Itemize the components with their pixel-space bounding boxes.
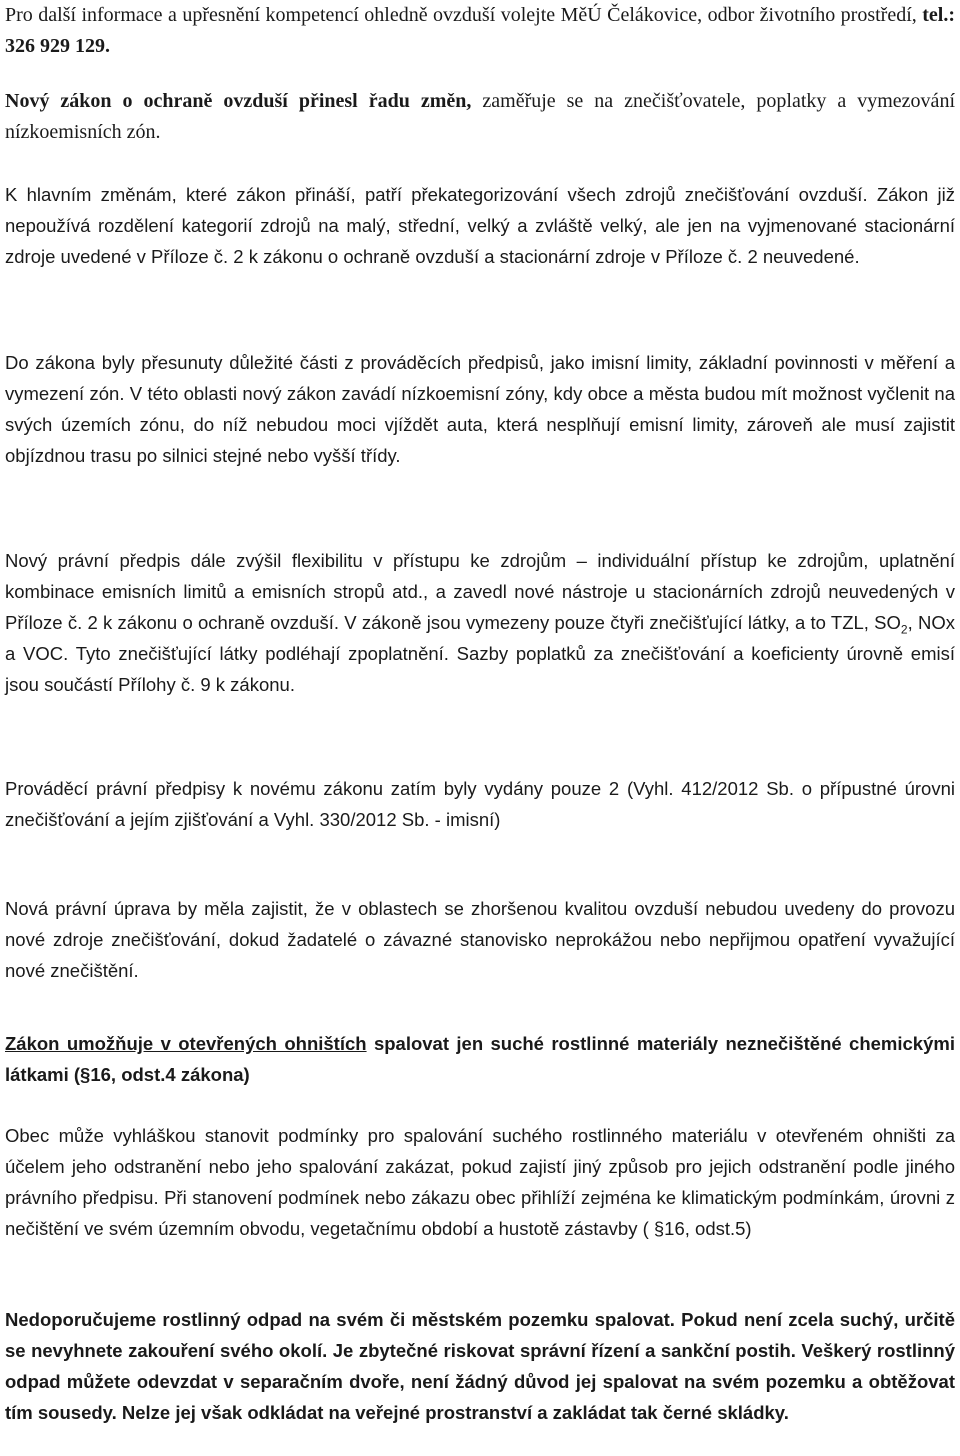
flexibility-part2: , a zavedl nové nástroje u stacionárních zdrojů neuvedených v Příloze č. 2 k zákonu o ochraně ovzduší. V zákoně jsou vymezeny pouze čtyři znečišťující látky, a to TZL, SO <box>5 581 956 633</box>
categorization-part2: Zákon již nepoužívá rozdělení kategorií zdrojů na malý, střední, velký a zvláště velký, ale jen na vyjmenované stacionární zdroje uvedené v Příloze č. <box>5 184 955 267</box>
so2-subscript: 2 <box>900 622 908 637</box>
open-fires-paragraph <box>5 1028 955 1090</box>
new-law-text: zaměřuje se na znečišťovatele, poplatky a vymezování nízkoemisních zón. <box>5 90 955 143</box>
new-sources-paragraph <box>5 893 955 986</box>
recommendation-text: Nedoporučujeme rostlinný odpad na svém či městském pozemku spalovat. Pokud není zcela suchý, určitě se nevyhnete zakouření svého okolí. Je zbytečné riskovat správní řízení a sankční postih. Veškerý rostlinný odpad můžete odevzdat v separačním dvoře, není žádný důvod jej spalovat na svém pozemku a obtěžovat tím sousedy. Nelze jej však odkládat na veřejné prostranství a zakládat tak černé skládky. <box>5 1309 955 1423</box>
limits-part1: Do zákona byly přesunuty důležité části z prováděcích předpisů, jako imisní limity, základní povinnosti v měření a vymezení zón. <box>5 352 955 404</box>
new-sources-text: Nová právní úprava by měla zajistit, že v oblastech se zhoršenou kvalitou ovzduší nebudou uvedeny do provozu nové zdroje znečišťování, dokud žadatelé o závazné stanovisko neprokážou nebo nepřijmou opatření vyvažující nové znečištění. <box>5 898 955 981</box>
open-fires-text: spalovat jen suché rostlinné materiály neznečištěné chemickými látkami (§16, odst.4 zákona) <box>5 1033 955 1085</box>
limits-paragraph <box>5 347 955 471</box>
flexibility-part3: , NOx a VOC. Tyto znečišťující látky podléhají zpoplatnění. Sazby poplatků za znečišťování a koeficienty úrovně emisí jsou součástí Přílohy č. 9 k zákonu. <box>5 612 956 695</box>
limits-part2: V této oblasti nový zákon zavádí nízkoemisní zóny, kdy obce a města budou mít možnost vyčlenit na svých územích zónu, do níž nebudou moci vjíždět auta, která nesplňují emisní limity, zároveň ale musí zajistit objízdnou trasu po silnici stejné nebo vyšší třídy. <box>5 383 955 466</box>
municipality-paragraph <box>5 1120 955 1244</box>
recommendation-paragraph <box>5 1304 955 1428</box>
flexibility-part1: Nový právní předpis dále zvýšil flexibilitu v přístupu ke zdrojům – individuální přístup ke zdrojům, uplatnění kombinace emisních limitů a emisních stropů atd. <box>5 550 955 602</box>
categorization-part3: 2 k zákonu o ochraně ovzduší a stacionární zdroje v Příloze č. 2 neuvedené. <box>228 246 860 267</box>
new-law-heading: Nový zákon o ochraně ovzduší přinesl řadu změn, <box>5 90 472 112</box>
new-law-paragraph <box>5 86 955 148</box>
regulations-text: Prováděcí právní předpisy k novému zákonu zatím byly vydány pouze 2 (Vyhl. 412/2012 Sb. o přípustné úrovni znečišťování a jejím zjišťování a Vyhl. 330/2012 Sb. - imisní) <box>5 778 955 830</box>
regulations-paragraph <box>5 773 955 835</box>
contact-text: Pro další informace a upřesnění kompetencí ohledně ovzduší volejte MěÚ Čelákovice, odbor životního prostředí, <box>5 4 923 26</box>
contact-phone: tel.: 326 929 129. <box>5 4 955 57</box>
contact-paragraph <box>5 0 955 62</box>
municipality-text: Obec může vyhláškou stanovit podmínky pro spalování suchého rostlinného materiálu v otevřeném ohništi za účelem jeho odstranění nebo jeho spalování zakázat, pokud zajistí jiný způsob pro jejich odstranění podle jiného právního předpisu. Při stanovení podmínek nebo zákazu obec přihlíží zejména ke klimatickým podmínkám, úrovni z nečištění ve svém územním obvodu, vegetačnímu období a hustotě zástavby ( §16, odst.5) <box>5 1125 955 1239</box>
categorization-paragraph <box>5 179 955 272</box>
flexibility-paragraph <box>5 545 955 700</box>
categorization-part1: K hlavním změnám, které zákon přináší, patří překategorizování všech zdrojů znečišťování ovzduší. <box>5 184 868 205</box>
open-fires-underlined: Zákon umožňuje v otevřených ohništích <box>5 1033 367 1054</box>
